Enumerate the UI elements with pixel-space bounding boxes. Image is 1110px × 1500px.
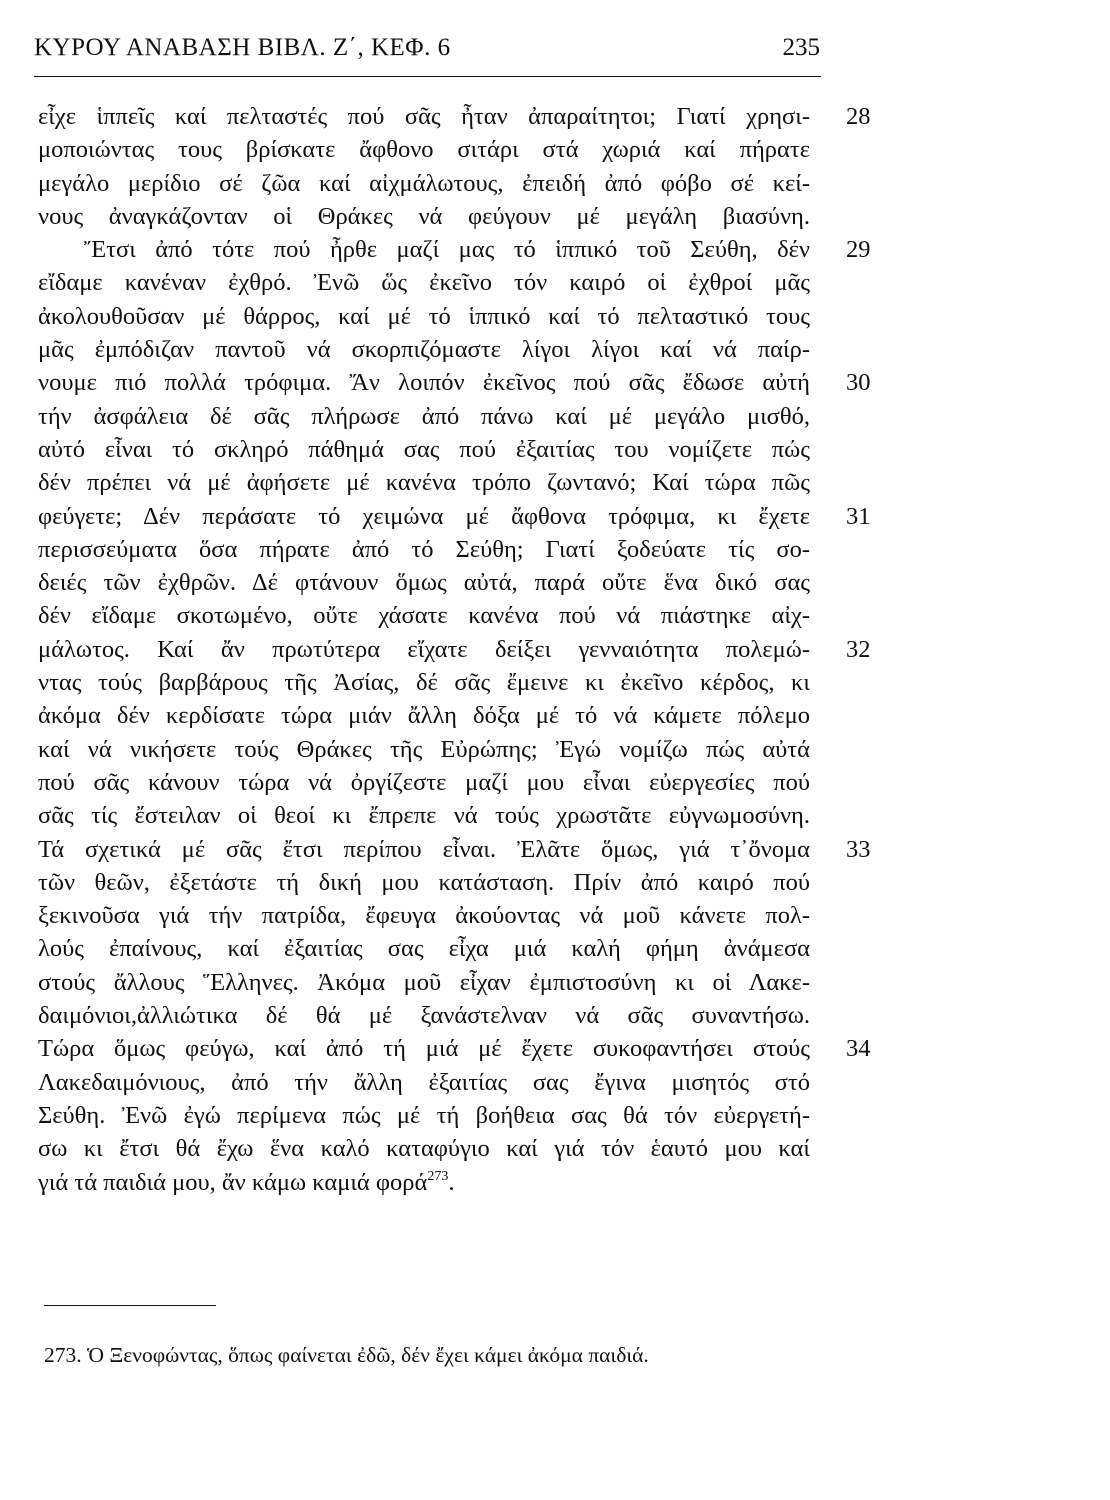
section-number: 33: [846, 835, 871, 863]
footnote-reference: 273: [427, 1168, 449, 1184]
text-line: [38, 333, 838, 366]
section-number: 31: [846, 502, 871, 530]
footnote-rule: [44, 1305, 216, 1306]
text-line: [38, 433, 838, 466]
text-line: [38, 1132, 838, 1165]
line-text: αὐτό εἶναι τό σκληρό πάθημά σας πού ἐξαιτίας του νομίζετε πώς: [38, 435, 810, 463]
line-text: μάλωτος. Καί ἄν πρωτύτερα εἴχατε δείξει γενναιότητα πολεμώ-: [38, 635, 810, 663]
line-text: φεύγετε; Δέν περάσατε τό χειμώνα μέ ἄφθονα τρόφιμα, κι ἔχετε: [38, 502, 810, 530]
header-rule: [34, 76, 821, 77]
line-text: μεγάλο μερίδιο σέ ζῶα καί αἰχμάλωτους, ἐπειδή ἀπό φόβο σέ κεί-: [38, 169, 810, 197]
line-text: δειές τῶν ἐχθρῶν. Δέ φτάνουν ὅμως αὐτά, παρά οὔτε ἕνα δικό σας: [38, 569, 810, 597]
line-text: νους ἀναγκάζονταν οἱ Θράκες νά φεύγουν μέ μεγάλη βιασύνη.: [38, 202, 810, 230]
section-number: 29: [846, 236, 871, 264]
text-line: [38, 1166, 838, 1199]
text-line: [38, 1066, 838, 1099]
section-number: 30: [846, 369, 871, 397]
line-text: γιά τά παιδιά μου, ἄν κάμω καμιά φορά: [38, 1168, 428, 1196]
text-line: [38, 233, 871, 266]
text-line: [38, 466, 838, 499]
text-line: [38, 733, 838, 766]
line-text: Λακεδαιμόνιους, ἀπό τήν ἄλλη ἐξαιτίας σας ἔγινα μισητός στό: [38, 1068, 810, 1096]
text-line: [38, 899, 838, 932]
line-text: μᾶς ἐμπόδιζαν παντοῦ νά σκορπιζόμαστε λίγοι λίγοι καί νά παίρ-: [38, 336, 810, 364]
text-line: [38, 1099, 838, 1132]
line-text: ἀκολουθοῦσαν μέ θάρρος, καί μέ τό ἱππικό καί τό πελταστικό τους: [38, 302, 810, 330]
line-trailing-punctuation: .: [448, 1168, 455, 1196]
text-line: [38, 100, 871, 133]
text-line: [38, 666, 838, 699]
line-text: Τώρα ὅμως φεύγω, καί ἀπό τή μιά μέ ἔχετε συκοφαντήσει στούς: [38, 1035, 810, 1063]
text-line: [38, 932, 838, 965]
line-text: δέν εἴδαμε σκοτωμένο, οὔτε χάσατε κανένα πού νά πιάστηκε αἰχ-: [38, 602, 810, 630]
text-line: [38, 599, 838, 632]
text-line: [38, 366, 871, 399]
text-line: [38, 766, 838, 799]
line-text: νουμε πιό πολλά τρόφιμα. Ἄν λοιπόν ἐκεῖνος πού σᾶς ἔδωσε αὐτή: [38, 369, 810, 397]
line-text: Τά σχετικά μέ σᾶς ἔτσι περίπου εἶναι. Ἐλᾶτε ὅμως, γιά τ᾽ὄνομα: [38, 835, 810, 863]
text-line: [38, 999, 838, 1032]
text-line: [38, 133, 838, 166]
footnote: 273. Ὁ Ξενοφώντας, ὅπως φαίνεται ἐδῶ, δέν ἔχει κάμει ἀκόμα παιδιά.: [44, 1343, 649, 1367]
line-text: πού σᾶς κάνουν τώρα νά ὀργίζεστε μαζί μου εἶναι εὐεργεσίες πού: [38, 768, 810, 796]
line-text: καί νά νικήσετε τούς Θράκες τῆς Εὐρώπης; Ἐγώ νομίζω πώς αὐτά: [38, 735, 810, 763]
line-text: σᾶς τίς ἔστειλαν οἱ θεοί κι ἔπρεπε νά τούς χρωστᾶτε εὐγνωμοσύνη.: [38, 802, 810, 830]
text-line: [38, 566, 838, 599]
text-line: [38, 167, 838, 200]
line-text: σω κι ἔτσι θά ἔχω ἕνα καλό καταφύγιο καί γιά τόν ἑαυτό μου καί: [38, 1135, 810, 1163]
header-title: ΚΥΡΟΥ ΑΝΑΒΑΣΗ ΒΙΒΛ. Ζ΄, ΚΕΦ. 6: [34, 34, 451, 61]
line-text: Ἔτσι ἀπό τότε πού ἦρθε μαζί μας τό ἱππικό τοῦ Σεύθη, δέν: [84, 236, 810, 264]
text-line: [38, 533, 838, 566]
line-text: τήν ἀσφάλεια δέ σᾶς πλήρωσε ἀπό πάνω καί μέ μεγάλο μισθό,: [38, 402, 810, 430]
text-line: [38, 866, 838, 899]
line-text: δαιμόνιοι,ἀλλιώτικα δέ θά μέ ξανάστελναν νά σᾶς συναντήσω.: [38, 1002, 810, 1030]
line-text: λούς ἐπαίνους, καί ἐξαιτίας σας εἶχα μιά καλή φήμη ἀνάμεσα: [38, 935, 810, 963]
line-text: στούς ἄλλους Ἕλληνες. Ἀκόμα μοῦ εἶχαν ἐμπιστοσύνη κι οἱ Λακε-: [38, 968, 810, 996]
body-text: [38, 100, 871, 1199]
page-number: 235: [782, 34, 820, 61]
section-number: 28: [846, 103, 871, 130]
line-text: ντας τούς βαρβάρους τῆς Ἀσίας, δέ σᾶς ἔμεινε κι ἐκεῖνο κέρδος, κι: [38, 669, 810, 697]
running-header: [34, 34, 830, 74]
section-number: 32: [846, 635, 871, 663]
line-text: ξεκινοῦσα γιά τήν πατρίδα, ἔφευγα ἀκούοντας νά μοῦ κάνετε πολ-: [38, 902, 810, 930]
line-text: Σεύθη. Ἐνῶ ἐγώ περίμενα πώς μέ τή βοήθεια σας θά τόν εὐεργετή-: [38, 1101, 810, 1129]
line-text: τῶν θεῶν, ἐξετάστε τή δική μου κατάσταση. Πρίν ἀπό καιρό πού: [38, 868, 810, 896]
text-line: [38, 400, 838, 433]
text-line: [38, 799, 838, 832]
line-text: ἀκόμα δέν κερδίσατε τώρα μιάν ἄλλη δόξα μέ τό νά κάμετε πόλεμο: [38, 702, 810, 730]
text-line: [38, 633, 871, 666]
line-text: εἴδαμε κανέναν ἐχθρό. Ἐνῶ ὥς ἐκεῖνο τόν καιρό οἱ ἐχθροί μᾶς: [38, 269, 810, 297]
line-text: μοποιώντας τους βρίσκατε ἄφθονο σιτάρι στά χωριά καί πήρατε: [38, 136, 810, 164]
text-line: [38, 500, 871, 533]
text-line: [38, 966, 838, 999]
line-text: περισσεύματα ὅσα πήρατε ἀπό τό Σεύθη; Γιατί ξοδεύατε τίς σο-: [38, 535, 810, 563]
text-line: [38, 699, 838, 732]
text-line: [38, 300, 838, 333]
line-text: εἶχε ἱππεῖς καί πελταστές πού σᾶς ἦταν ἀπαραίτητοι; Γιατί χρησι-: [38, 103, 810, 130]
section-number: 34: [846, 1035, 871, 1063]
text-line: [38, 200, 838, 233]
text-line: [38, 266, 838, 299]
text-line: [38, 1032, 871, 1065]
line-text: δέν πρέπει νά μέ ἀφήσετε μέ κανένα τρόπο ζωντανό; Καί τώρα πῶς: [38, 469, 810, 497]
text-line: [38, 833, 871, 866]
